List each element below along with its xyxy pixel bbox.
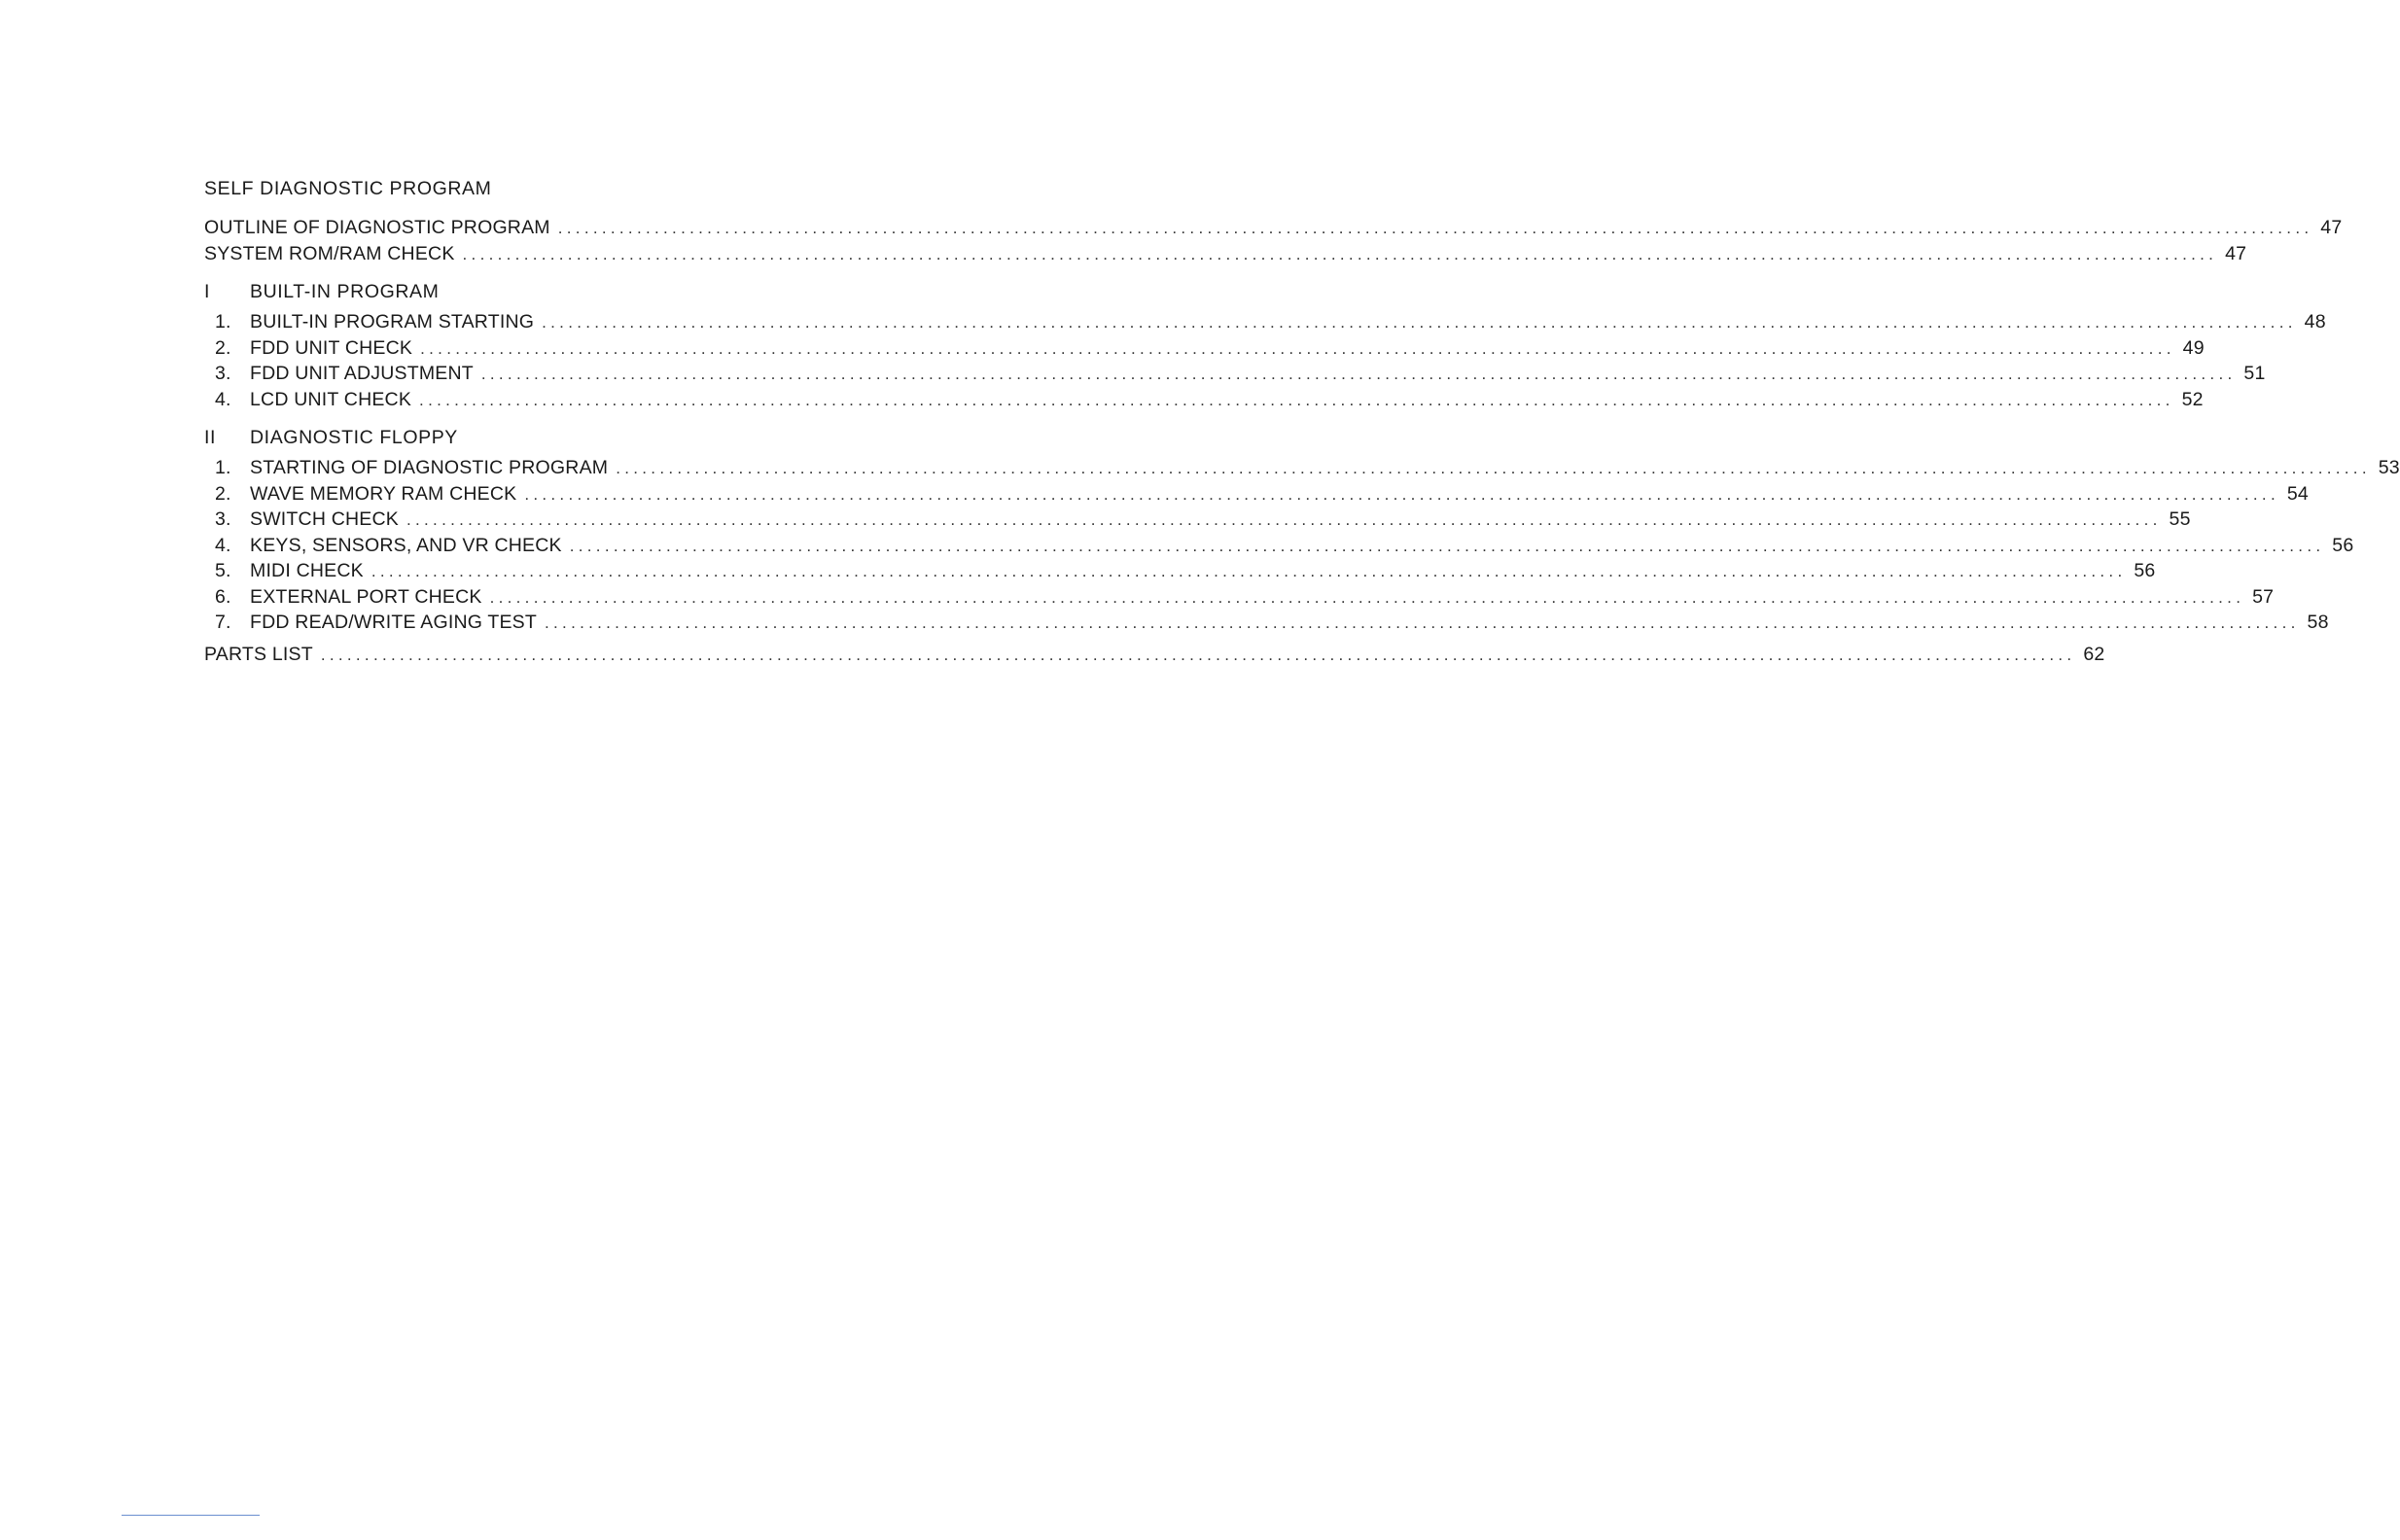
- entry-label: SYSTEM ROM/RAM CHECK: [204, 242, 455, 264]
- dot-leader: ........................................................................................................................................................................................................: [480, 365, 2237, 383]
- entry-label: KEYS, SENSORS, AND VR CHECK: [250, 534, 562, 556]
- entry-label: FDD UNIT ADJUSTMENT: [250, 363, 474, 384]
- entry-number: 1.: [215, 311, 231, 332]
- toc-entry: [204, 309, 2326, 335]
- section-numeral: I: [204, 281, 211, 302]
- dot-leader: ........................................................................................................................................................................................................: [616, 459, 2371, 477]
- section-numeral: II: [204, 427, 217, 448]
- entry-page: 54: [2286, 482, 2309, 505]
- entry-number: 6.: [215, 585, 231, 608]
- toc-entry-parts-list: [204, 642, 2105, 668]
- toc-entry: [204, 455, 2400, 481]
- toc-entry: [204, 361, 2266, 387]
- toc-title: SELF DIAGNOSTIC PROGRAM: [204, 178, 492, 199]
- toc-entry: [204, 387, 2204, 413]
- entry-number: 5.: [215, 560, 231, 581]
- entry-page: 58: [2307, 612, 2329, 633]
- dot-leader: ........................................................................................................................................................................................................: [569, 536, 2325, 555]
- toc-entry: [204, 507, 2191, 533]
- entry-number: 4.: [215, 534, 231, 556]
- toc-entry: [204, 584, 2275, 611]
- entry-number: 4.: [215, 388, 231, 410]
- table-of-contents: [204, 173, 2400, 667]
- entry-page: 49: [2182, 336, 2205, 359]
- toc-entry: [204, 533, 2354, 559]
- entry-label: LCD UNIT CHECK: [250, 388, 412, 410]
- entry-number: 1.: [215, 457, 231, 478]
- entry-number: 3.: [215, 508, 231, 530]
- entry-number: 2.: [215, 482, 231, 505]
- toc-entry-outline: [204, 215, 2343, 241]
- entry-label: STARTING OF DIAGNOSTIC PROGRAM: [250, 457, 609, 478]
- toc-entry: [204, 481, 2309, 508]
- entry-label: WAVE MEMORY RAM CHECK: [250, 482, 517, 505]
- entry-label: EXTERNAL PORT CHECK: [250, 585, 482, 608]
- dot-leader: ........................................................................................................................................................................................................: [371, 562, 2127, 580]
- section-heading-built-in: [204, 278, 1050, 305]
- entry-page: 53: [2378, 457, 2400, 478]
- entry-label: OUTLINE OF DIAGNOSTIC PROGRAM: [204, 217, 550, 238]
- entry-page: 51: [2243, 363, 2266, 384]
- entry-label: MIDI CHECK: [250, 560, 364, 581]
- entry-number: 3.: [215, 363, 231, 384]
- dot-leader: ........................................................................................................................................................................................................: [420, 338, 2175, 358]
- entry-page: 48: [2304, 311, 2326, 332]
- dot-leader: ........................................................................................................................................................................................................: [557, 219, 2313, 237]
- entry-label: BUILT-IN PROGRAM STARTING: [250, 311, 535, 332]
- section-title: BUILT-IN PROGRAM: [250, 281, 440, 302]
- section-heading-diagnostic-floppy: [204, 424, 1050, 451]
- entry-label: FDD READ/WRITE AGING TEST: [250, 612, 537, 633]
- entry-page: 47: [2225, 242, 2247, 264]
- entry-page: 47: [2320, 217, 2343, 238]
- entry-page: 56: [2332, 534, 2354, 556]
- dot-leader: ........................................................................................................................................................................................................: [542, 313, 2297, 332]
- toc-entry: [204, 335, 2205, 362]
- footnote-rule: [122, 1515, 260, 1516]
- entry-number: 7.: [215, 612, 231, 633]
- entry-label: FDD UNIT CHECK: [250, 336, 413, 359]
- dot-leader: ........................................................................................................................................................................................................: [489, 587, 2245, 607]
- dot-leader: ........................................................................................................................................................................................................: [320, 645, 2076, 664]
- dot-leader: ........................................................................................................................................................................................................: [524, 484, 2279, 504]
- entry-page: 62: [2083, 643, 2105, 665]
- toc-entry: [204, 610, 2329, 636]
- entry-page: 56: [2134, 560, 2156, 581]
- entry-number: 2.: [215, 336, 231, 359]
- dot-leader: ........................................................................................................................................................................................................: [406, 510, 2162, 529]
- entry-page: 52: [2181, 388, 2204, 410]
- entry-page: 55: [2169, 508, 2191, 530]
- entry-page: 57: [2252, 585, 2275, 608]
- entry-label: SWITCH CHECK: [250, 508, 399, 530]
- entry-label: PARTS LIST: [204, 643, 313, 665]
- dot-leader: ........................................................................................................................................................................................................: [462, 244, 2218, 263]
- toc-entry-rom-ram: [204, 241, 2247, 267]
- dot-leader: ........................................................................................................................................................................................................: [419, 390, 2174, 409]
- dot-leader: ........................................................................................................................................................................................................: [545, 613, 2300, 632]
- section-title: DIAGNOSTIC FLOPPY: [250, 427, 458, 448]
- toc-entry: [204, 558, 2156, 584]
